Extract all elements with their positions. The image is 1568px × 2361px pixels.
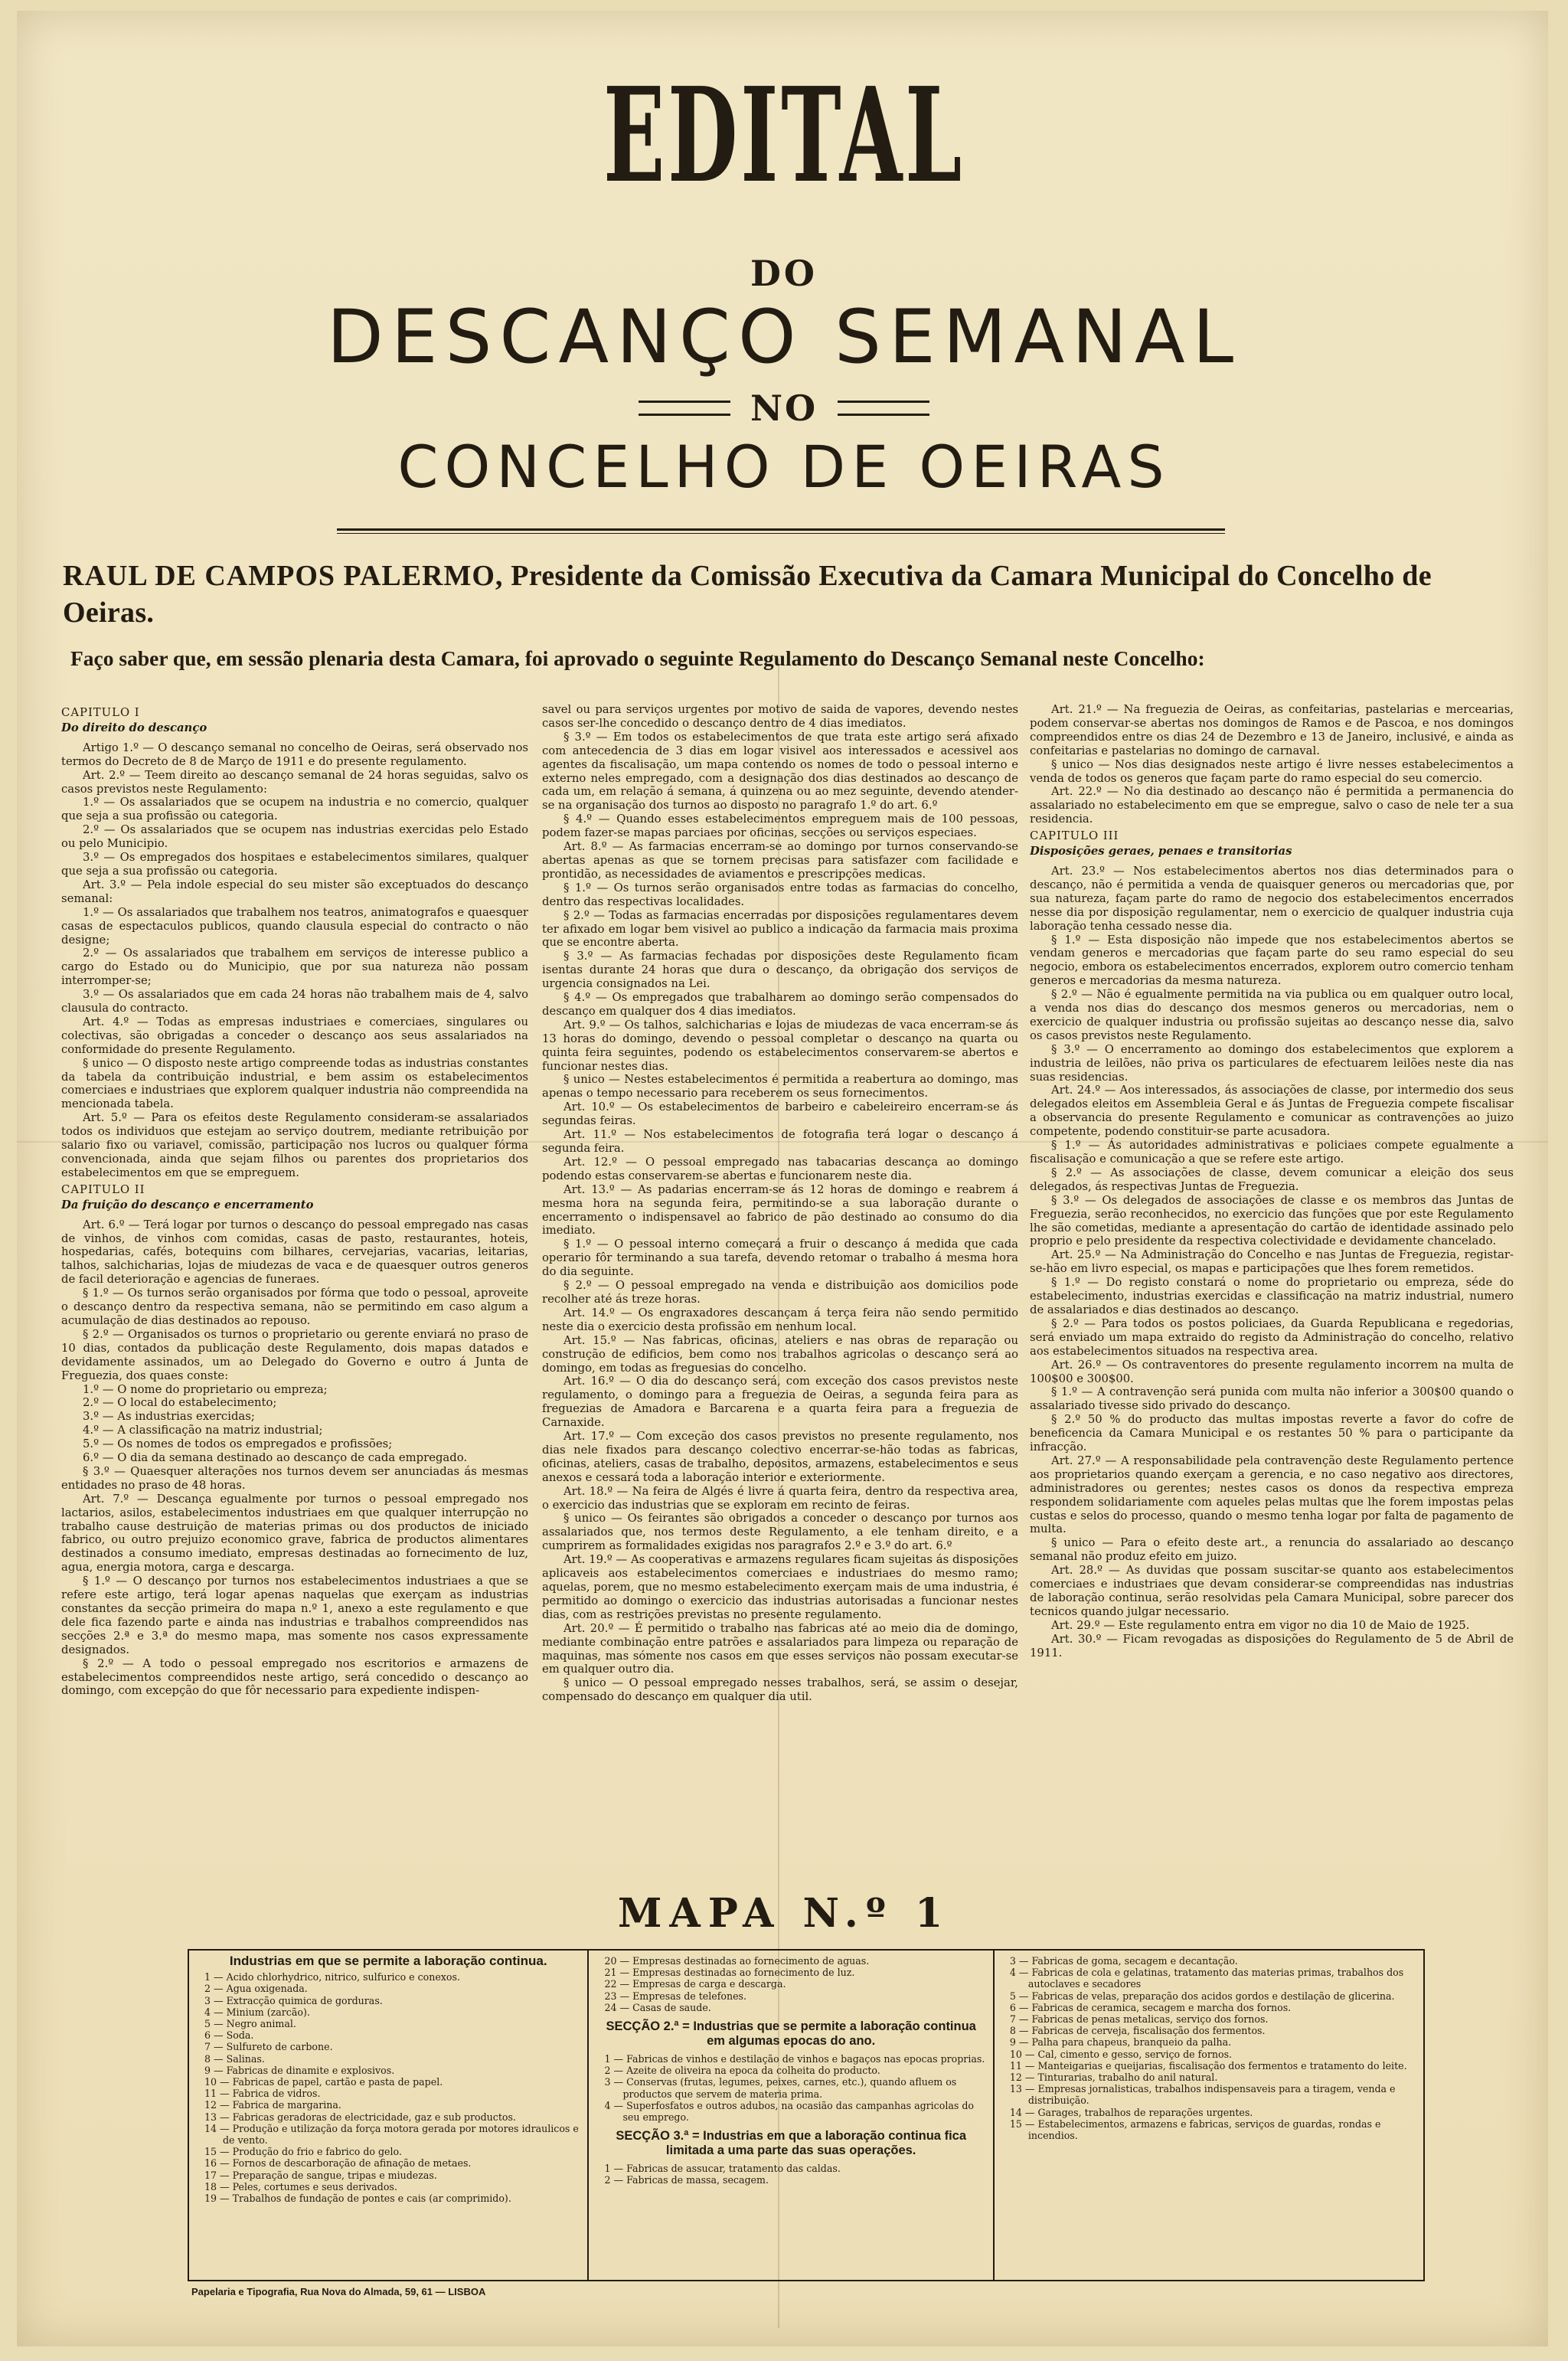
- regulation-paragraph: 6.º — O dia da semana destinado ao descanço de cada empregado.: [83, 1451, 468, 1465]
- mapa-item: 11 — Fabrica de vidros.: [204, 2088, 321, 2100]
- regulation-paragraph: § 1.º — O pessoal interno começará a fruir o descanço á medida que cada operario fôr terminando a sua tarefa, devendo retomar o trabalho á mesma hora do dia seguinte.: [542, 1238, 1018, 1279]
- regulation-paragraph: § 2.º — As associações de classe, devem comunicar a eleição dos seus delegados, ás respectivas Juntas de Freguezia.: [1030, 1166, 1514, 1193]
- regulation-paragraph: Art. 4.º — Todas as empresas industriaes e comerciaes, singulares ou colectivas, são obrigadas a conceder o descanço aos seus assalariados na conformidade do presente Regulamento.: [61, 1015, 528, 1056]
- regulation-paragraph: § 3.º — Os delegados de associações de classe e os membros das Juntas de Freguezia, serão reconhecidos, no exercicio das funções que por este Regulamento lhe são cometidas, mediante a apresentação do cartão de identidade assinado pelo proprio e pelo presidente da respectiva colectividade e devidamente chancelado.: [1030, 1193, 1514, 1248]
- mapa-item: 8 — Fabricas de cerveja, fiscalisação dos fermentos.: [1009, 2025, 1266, 2037]
- mapa-item: 1 — Acido chlorhydrico, nitrico, sulfurico e conexos.: [204, 1971, 460, 1983]
- regulation-paragraph: 3.º — As industrias exercidas;: [83, 1410, 255, 1424]
- mapa-item: 10 — Cal, cimento e gesso, serviço de fornos.: [1009, 2048, 1233, 2060]
- mapa-section-3-heading: SECÇÃO 3.ª = Industrias em que a laboração continua fica limitada a uma parte das suas operações.: [616, 2129, 967, 2158]
- mapa-item: 24 — Casas de saude.: [604, 2001, 711, 2013]
- regulation-paragraph: 4.º — A classificação na matriz industrial;: [83, 1424, 323, 1437]
- mapa-section-1-heading: Industrias em que se permite a laboração continua.: [229, 1954, 547, 1968]
- regulation-paragraph: § unico — O pessoal empregado nesses trabalhos, será, se assim o desejar, compensado do descanço em qualquer dia util.: [542, 1676, 1018, 1704]
- mapa-item: 12 — Tinturarias, trabalho do anil natural.: [1009, 2072, 1218, 2084]
- regulation-paragraph: § 2.º — Não é egualmente permitida na via publica ou em qualquer outro local, a venda nos dias do descanço dos mesmos generos ou mercadorias, nem o exercicio de qualquer industria ou profissão sujeitas ao descanço nesse dia, salvo os casos previstos neste Regulamento.: [1030, 988, 1514, 1042]
- regulation-paragraph: Art. 12.º — O pessoal empregado nas tabacarias descança ao domingo podendo estas conservarem-se abertas e funcionarem neste dia.: [542, 1155, 1018, 1182]
- mapa-column-2: [587, 1951, 992, 2280]
- mapa-item: 2 — Agua oxigenada.: [204, 1983, 308, 1995]
- chapter-subtitle: Da fruição do descanço e encerramento: [61, 1198, 314, 1212]
- regulation-paragraph: Art. 20.º — É permitido o trabalho nas fabricas até ao meio dia de domingo, mediante combinação entre patrões e assalariados para limpeza ou reparação de maquinas, mas sómente nos casos em que esses serviços não possam executar-se em qualquer outro dia.: [542, 1621, 1018, 1676]
- mapa-item: 9 — Fabricas de dinamite e explosivos.: [204, 2064, 395, 2076]
- mapa-item: 21 — Empresas destinadas ao fornecimento de luz.: [604, 1967, 855, 1979]
- title-no-row: [0, 388, 1568, 430]
- intro-president: [63, 558, 1517, 631]
- title-do: DO: [750, 253, 818, 294]
- regulation-paragraph: § 1.º — Esta disposição não impede que nos estabelecimentos abertos se vendam generos e mercadorias que façam parte do seu ramo especial do seu negocio, embora os estabelecimentos encerrados, explorem outro comercio tenham generos e mercadorias da mesma natureza.: [1030, 933, 1514, 988]
- regulation-paragraph: Art. 13.º — As padarias encerram-se ás 12 horas de domingo e reabrem á mesma hora na segunda feira, permitindo-se a sua laboração durante o encerramento o indispensavel ao fabrico de pão destinado ao consumo do dia imediato.: [542, 1182, 1018, 1238]
- regulation-paragraph: § 1.º — Os turnos serão organisados por fórma que todo o pessoal, aproveite o descanço dentro da respectiva semana, não se permitindo em caso algum a acumulação de dias destinados ao repouso.: [61, 1287, 528, 1327]
- regulation-paragraph: § 2.º 50 % do producto das multas impostas reverte a favor do cofre de beneficencia da Camara Municipal e os restantes 50 % para o participante da infracção.: [1030, 1413, 1514, 1454]
- regulation-paragraph: savel ou para serviços urgentes por motivo de saida de vapores, devendo nestes casos ser-lhe concedido o descanço dentro de 4 dias imediatos.: [542, 703, 1018, 730]
- regulation-paragraph: Art. 15.º — Nas fabricas, oficinas, ateliers e nas obras de reparação ou construção de edificios, bem como nos trabalhos agricolas o descanço será ao domingo, em todas as freguesias do concelho.: [542, 1333, 1018, 1375]
- regulation-paragraph: § 2.º — Todas as farmacias encerradas por disposições regulamentares devem ter afixado em logar bem visivel ao publico a indicação da farmacia mais proxima que se encontre aberta.: [542, 908, 1018, 950]
- regulation-paragraph: § unico — Os feirantes são obrigados a conceder o descanço por turnos aos assalariados que, nos termos deste Regulamento, a ele tenham direito, e a cumprirem as formalidades exigidas nos paragrafos 2.º e 3.º do art. 6.º: [542, 1512, 1018, 1553]
- regulation-paragraph: Art. 22.º — No dia destinado ao descanço não é permitida a permanencia do assalariado no estabelecimento em que se empregue, salvo o caso de nele ter a sua residencia.: [1030, 785, 1514, 826]
- regulation-paragraph: § 2.º — O pessoal empregado na venda e distribuição aos domicilios pode recolher até ás treze horas.: [542, 1279, 1018, 1306]
- regulation-paragraph: Art. 6.º — Terá logar por turnos o descanço do pessoal empregado nas casas de vinhos, de vinhos com comidas, casas de pasto, restaurantes, hoteis, hospedarias, cafés, botequins com bilhares, cervejarias, vacarias, leitarias, talhos, salchicharias, lojas de miudezas de vaca e de quaesquer outros generos de facil deterioração e agencias de funeraes.: [61, 1218, 528, 1287]
- mapa-item: 2 — Azeite de oliveira na epoca da colheita do producto.: [604, 2065, 880, 2077]
- chapter-subtitle: Disposições geraes, penaes e transitorias: [1030, 845, 1292, 858]
- regulation-column-2: [542, 703, 1018, 1886]
- regulation-paragraph: Art. 11.º — Nos estabelecimentos de fotografia terá logar o descanço á segunda feira.: [542, 1128, 1018, 1155]
- president-role: Presidente da Comissão Executiva da Camara Municipal do Concelho de Oeiras.: [63, 560, 1432, 629]
- title-divider: [337, 528, 1225, 534]
- mapa-item: 4 — Superfosfatos e outros adubos, na ocasião das campanhas agricolas do seu emprego.: [604, 2099, 974, 2124]
- regulation-paragraph: § 4.º — Quando esses estabelecimentos empreguem mais de 100 pessoas, podem fazer-se mapas parciaes por oficinas, secções ou serviços especiaes.: [542, 813, 1018, 840]
- mapa-item: 20 — Empresas destinadas ao fornecimento de aguas.: [604, 1955, 870, 1967]
- regulation-paragraph: 1.º — O nome do proprietario ou empreza;: [83, 1382, 328, 1396]
- mapa-item: 15 — Produção do frio e fabrico do gelo.: [204, 2146, 402, 2158]
- mapa-list-section-1-cont: [596, 1955, 985, 2013]
- regulation-paragraph: § 3.º — As farmacias fechadas por disposições deste Regulamento ficam isentas durante 24 horas que dura o descanço, da obrigação dos serviços de urgencia consignados na Lei.: [542, 950, 1018, 991]
- mapa-item: 12 — Fabrica de margarina.: [204, 2099, 341, 2111]
- mapa-item: 18 — Peles, cortumes e seus derivados.: [204, 2180, 397, 2193]
- regulation-paragraph: § 1.º — Do registo constará o nome do proprietario ou empreza, séde do estabelecimento, industrias exercidas e classificação na matriz industrial, numero de assalariados e dias destinados ao descanço.: [1030, 1276, 1514, 1316]
- president-name: RAUL DE CAMPOS PALERMO,: [63, 560, 504, 592]
- ornament-rule-left: [639, 401, 730, 416]
- regulation-paragraph: Artigo 1.º — O descanço semanal no concelho de Oeiras, será observado nos termos do Decreto de 8 de Março de 1911 e do presente regulamento.: [61, 741, 528, 768]
- regulation-paragraph: 2.º — Os assalariados que trabalhem em serviços de interesse publico a cargo do Estado ou do Municipio, que por sua natureza não possam interromper-se;: [61, 947, 528, 988]
- regulation-paragraph: 3.º — Os empregados dos hospitaes e estabelecimentos similares, qualquer que seja a sua profissão ou categoria.: [61, 851, 528, 878]
- mapa-item: 1 — Fabricas de vinhos e destilação de vinhos e bagaços nas epocas proprias.: [604, 2053, 985, 2065]
- mapa-item: 10 — Fabricas de papel, cartão e pasta de papel.: [204, 2076, 443, 2088]
- mapa-item: 11 — Manteigarias e queijarias, fiscalisação dos fermentos e tratamento do leite.: [1009, 2059, 1407, 2072]
- regulation-paragraph: 1.º — Os assalariados que trabalhem nos teatros, animatografos e quaesquer casas de espectaculos publicos, quando clausula especial do contracto o não designe;: [61, 905, 528, 947]
- mapa-item: 3 — Extracção quimica de gorduras.: [204, 1994, 383, 2006]
- mapa-title: MAPA N.º 1: [617, 1890, 951, 1937]
- mapa-item: 19 — Trabalhos de fundação de pontes e cais (ar comprimido).: [204, 2193, 511, 2205]
- regulation-paragraph: § unico — Nos dias designados neste artigo é livre nesses estabelecimentos a venda de todos os generos que façam parte do ramo especial do seu comercio.: [1030, 757, 1514, 785]
- mapa-item: 13 — Fabricas geradoras de electricidade, gaz e sub productos.: [204, 2111, 516, 2123]
- mapa-section-2-heading: SECÇÃO 2.ª = Industrias que se permite a laboração continua em algumas epocas do ano.: [606, 2019, 976, 2049]
- regulation-paragraph: § 1.º — Os turnos serão organisados entre todas as farmacias do concelho, dentro das respectivas localidades.: [542, 881, 1018, 908]
- regulation-paragraph: Art. 28.º — As duvidas que possam suscitar-se quanto aos estabelecimentos comerciaes e industriaes que devam considerar-se compreendidas nas industrias de laboração continua, serão resolvidas pela Camara Municipal, sobre parecer dos tecnicos quando julgar necessario.: [1030, 1564, 1514, 1618]
- regulation-paragraph: § 4.º — Os empregados que trabalharem ao domingo serão compensados do descanço em qualquer dos 4 dias imediatos.: [542, 991, 1018, 1018]
- mapa-item: 16 — Fornos de descarboração de afinação de metaes.: [204, 2157, 472, 2170]
- regulation-paragraph: § 1.º — A contravenção será punida com multa não inferior a 300$00 quando o assalariado tivesse sido privado do descanço.: [1030, 1385, 1514, 1413]
- mapa-item: 8 — Salinas.: [204, 2052, 265, 2065]
- mapa-list-section-3: [596, 2163, 985, 2186]
- mapa-item: 3 — Fabricas de goma, secagem e decantação.: [1009, 1955, 1238, 1967]
- mapa-list-section-2: [596, 2053, 985, 2123]
- mapa-column-1: [189, 1951, 587, 2280]
- mapa-item: 6 — Fabricas de ceramica, secagem e marcha dos fornos.: [1009, 2001, 1292, 2013]
- mapa-item: 13 — Empresas jornalisticas, trabalhos indispensaveis para a tiragem, venda e distribuição.: [1009, 2083, 1396, 2107]
- regulation-paragraph: Art. 9.º — Os talhos, salchicharias e lojas de miudezas de vaca encerram-se ás 13 horas do domingo, devendo o pessoal completar o descanço na quarta ou quinta feira seguintes, podendo os estabelecimentos conservarem-se abertos e funcionar nestes dias.: [542, 1018, 1018, 1073]
- regulation-paragraph: Art. 25.º — Na Administração do Concelho e nas Juntas de Freguezia, registar-se-hão em livro especial, os mapas e participações que lhes forem remetidos.: [1030, 1248, 1514, 1276]
- mapa-list-section-1: [197, 1971, 580, 2204]
- regulation-paragraph: § 2.º — A todo o pessoal empregado nos escritorios e armazens de estabelecimentos compreendidos neste artigo, será concedido o descanço ao domingo, com excepção do que fôr necessario para expediente indispen-: [61, 1656, 528, 1698]
- title-descanco-semanal: DESCANÇO SEMANAL: [326, 294, 1242, 380]
- mapa-item: 5 — Negro animal.: [204, 2018, 296, 2030]
- mapa-item: 7 — Fabricas de penas metalicas, serviço dos fornos.: [1009, 2013, 1269, 2026]
- mapa-table: [188, 1949, 1425, 2281]
- regulation-paragraph: Art. 27.º — A responsabilidade pela contravenção deste Regulamento pertence aos proprietarios quando exerçam a gerencia, e no caso negativo aos directores, administradores ou gerentes; nestes casos os donos da respectiva empreza respondem solidariamente com aqueles pelas multas que lhe forem impostas pelas custas e selos do processo, quando o mesmo tenha logar por falta de pagamento de multa.: [1030, 1454, 1514, 1536]
- regulation-column-3: [1030, 703, 1514, 1886]
- regulation-paragraph: Art. 8.º — As farmacias encerram-se ao domingo por turnos conservando-se abertas apenas as que se tornem precisas para satisfazer com facilidade e prontidão, as necessidades de aviamentos e prescripções medicas.: [542, 840, 1018, 881]
- mapa-column-3: [993, 1951, 1423, 2280]
- intro-announcement: Faço saber que, em sessão plenaria desta Camara, foi aprovado o seguinte Regulamento do Descanço Semanal neste Concelho:: [70, 646, 1205, 670]
- regulation-paragraph: § unico — Nestes estabelecimentos é permitida a reabertura ao domingo, mas apenas o tempo necessario para receberem os seus fornecimentos.: [542, 1073, 1018, 1100]
- regulation-paragraph: § unico — O disposto neste artigo compreende todas as industrias constantes da tabela da contribuição industrial, e bem assim os estabelecimentos comerciaes e industriaes que explorem qualquer industria não compreendida na mencionada tabela.: [61, 1056, 528, 1111]
- regulation-paragraph: § 3.º — O encerramento ao domingo dos estabelecimentos que explorem a industria de leilões, não priva os particulares de efectuarem leilões neste dia nas suas residencias.: [1030, 1042, 1514, 1084]
- chapter-heading: CAPITULO III: [1030, 829, 1119, 843]
- title-edital: EDITAL: [603, 59, 965, 212]
- mapa-item: 4 — Fabricas de cola e gelatinas, tratamento das materias primas, trabalhos dos autoclaves e secadores: [1009, 1967, 1404, 1990]
- regulation-paragraph: 2.º — Os assalariados que se ocupem nas industrias exercidas pelo Estado ou pelo Municipio.: [61, 823, 528, 851]
- mapa-item: 9 — Palha para chapeus, branqueio da palha.: [1009, 2036, 1232, 2049]
- regulation-paragraph: Art. 30.º — Ficam revogadas as disposições do Regulamento de 5 de Abril de 1911.: [1030, 1632, 1514, 1660]
- regulation-paragraph: Art. 7.º — Descança egualmente por turnos o pessoal empregado nos lactarios, asilos, estabelecimentos industriaes em que qualquer interrupção no trabalho cause destruição de materias primas ou dos productos de iniciado fabrico, ou outro prejuizo economico grave, fabrica de productos alimentares destinados a consumo imediato, empresas destinadas ao fornecimento de luz, agua, energia motora, carga e descarga.: [61, 1492, 528, 1575]
- regulation-paragraph: Art. 3.º — Pela indole especial do seu mister são exceptuados do descanço semanal:: [61, 878, 528, 905]
- regulation-paragraph: Art. 5.º — Para os efeitos deste Regulamento consideram-se assalariados todos os individuos que estejam ao serviço doutrem, mediante retribuição por salario fixo ou variavel, comissão, participação nos lucros ou qualquer fórma convencionada, ainda que sejam filhos ou parentes dos proprietarios dos estabelecimentos em que se empreguem.: [61, 1111, 528, 1179]
- regulation-paragraph: Art. 19.º — As cooperativas e armazens regulares ficam sujeitas ás disposições aplicaveis aos estabelecimentos comerciaes e industriaes do mesmo ramo; aquelas, porem, que no mesmo estabelecimento exerçam mais de uma industria, é permitido ao domingo o exercicio das industrias autorisadas a funcionar nestes dias, com as restrições previstas no presente regulamento.: [542, 1553, 1018, 1621]
- regulation-paragraph: Art. 14.º — Os engraxadores descançam á terça feira não sendo permitido neste dia o exercicio desta profissão em nenhum local.: [542, 1306, 1018, 1333]
- regulation-paragraph: Art. 24.º — Aos interessados, ás associações de classe, por intermedio dos seus delegados eleitos em Assembleia Geral e ás Juntas de Freguezia compete fiscalisar a observancia do presente Regulamento e comunicar as contravenções ao juizo competente, podendo constituir-se parte acusadora.: [1030, 1084, 1514, 1139]
- mapa-list-section-3-cont: [1002, 1955, 1416, 2141]
- title-concelho: CONCELHO DE OEIRAS: [397, 433, 1171, 501]
- regulation-paragraph: § unico — Para o efeito deste art., a renuncia do assalariado ao descanço semanal não produz efeito em juizo.: [1030, 1536, 1514, 1564]
- regulation-paragraph: 2.º — O local do estabelecimento;: [83, 1396, 277, 1410]
- mapa-item: 22 — Empresas de carga e descarga.: [604, 1978, 786, 1990]
- regulation-paragraph: § 3.º — Quaesquer alterações nos turnos devem ser anunciadas ás mesmas entidades no praso de 48 horas.: [61, 1464, 528, 1492]
- mapa-item: 1 — Fabricas de assucar, tratamento das caldas.: [604, 2163, 841, 2175]
- mapa-item: 6 — Soda.: [204, 2029, 254, 2042]
- mapa-item: 4 — Minium (zarcão).: [204, 2006, 310, 2018]
- regulation-paragraph: Art. 23.º — Nos estabelecimentos abertos nos dias determinados para o descanço, não é permitida a venda de quaisquer generos ou mercadorias que, por sua natureza, façam parte do ramo de negocio dos estabelecimentos encerrados nesse dia por disposição regulamentar, nem o exercicio de qualquer industria cuja laboração tenha cessado nesse dia.: [1030, 864, 1514, 933]
- regulation-paragraph: 1.º — Os assalariados que se ocupem na industria e no comercio, qualquer que seja a sua profissão ou categoria.: [61, 796, 528, 823]
- mapa-item: 23 — Empresas de telefones.: [604, 1990, 746, 2002]
- regulation-paragraph: Art. 26.º — Os contraventores do presente regulamento incorrem na multa de 100$00 e 300$00.: [1030, 1358, 1514, 1385]
- mapa-item: 14 — Garages, trabalhos de reparações urgentes.: [1009, 2106, 1253, 2118]
- printer-imprint: Papelaria e Tipografia, Rua Nova do Almada, 59, 61 — LISBOA: [191, 2286, 486, 2297]
- chapter-heading: CAPITULO II: [61, 1182, 145, 1196]
- regulation-paragraph: § 1.º — O descanço por turnos nos estabelecimentos industriaes a que se refere este artigo, terá logar apenas naquelas que exerçam as industrias constantes da secção primeira do mapa n.º 1, anexo a este regulamento e que dele fica fazendo parte e ainda nas industrias e trabalhos compreendidos nas secções 2.ª e 3.ª do mesmo mapa, mas somente nos casos expressamente designados.: [61, 1575, 528, 1656]
- ornament-rule-right: [838, 401, 929, 416]
- regulation-paragraph: Art. 10.º — Os estabelecimentos de barbeiro e cabeleireiro encerram-se ás segundas feiras.: [542, 1100, 1018, 1128]
- regulation-paragraph: 3.º — Os assalariados que em cada 24 horas não trabalhem mais de 4, salvo clausula do contracto.: [61, 988, 528, 1015]
- regulation-paragraph: Art. 29.º — Este regulamento entra em vigor no dia 10 de Maio de 1925.: [1051, 1618, 1470, 1632]
- regulation-paragraph: § 2.º — Organisados os turnos o proprietario ou gerente enviará no praso de 10 dias, contados da publicação deste Regulamento, dois mapas datados e devidamente assinados, um ao Delegado do Governo e outro á Junta de Freguezia, dos quaes conste:: [61, 1327, 528, 1382]
- mapa-item: 5 — Fabricas de velas, preparação dos acidos gordos e destilação de glicerina.: [1009, 1990, 1395, 2002]
- chapter-subtitle: Do direito do descanço: [61, 721, 207, 734]
- mapa-item: 17 — Preparação de sangue, tripas e miudezas.: [204, 2169, 437, 2181]
- regulation-column-1: [61, 703, 528, 1886]
- regulation-paragraph: Art. 16.º — O dia do descanço será, com exceção dos casos previstos neste regulamento, o domingo para a freguezia de Oeiras, a segunda feira para as freguezias de Amadora e Barcarena e a quarta feira para a freguezia de Carnaxide.: [542, 1375, 1018, 1430]
- regulation-paragraph: 5.º — Os nomes de todos os empregados e profissões;: [83, 1437, 393, 1451]
- regulation-paragraph: § 1.º — Ás autoridades administrativas e policiaes compete egualmente a fiscalisação e comunicação a que se refere este artigo.: [1030, 1139, 1514, 1166]
- regulation-paragraph: Art. 21.º — Na freguezia de Oeiras, as confeitarias, pastelarias e mercearias, podem conservar-se abertas nos domingos de Ramos e de Pascoa, e nos domingos compreendidos entre os dias 24 de Dezembro e 13 de Janeiro, inclusivé, e ainda as confeitarias e pastelarias no domingo de carnaval.: [1030, 703, 1514, 757]
- mapa-item: 14 — Produção e utilização da força motora gerada por motores idraulicos e de vento.: [204, 2122, 579, 2147]
- regulation-paragraph: § 3.º — Em todos os estabelecimentos de que trata este artigo será afixado com antecedencia de 3 dias em logar visivel aos interessados e acessivel aos agentes da fiscalisação, um mapa contendo os nomes de todo o pessoal interno e externo neles empregado, com a designação dos dias destinados ao descanço de cada um, em relação á semana, á quinzena ou ao mez seguinte, devendo atender-se na organisação dos turnos ao disposto no paragrafo 1.º do art. 6.º: [542, 730, 1018, 813]
- mapa-item: 7 — Sulfureto de carbone.: [204, 2041, 333, 2053]
- regulation-paragraph: Art. 2.º — Teem direito ao descanço semanal de 24 horas seguidas, salvo os casos previstos neste Regulamento:: [61, 768, 528, 796]
- regulation-paragraph: § 2.º — Para todos os postos policiaes, da Guarda Republicana e regedorias, será enviado um mapa extraido do registo da Administração do concelho, relativo aos estabelecimentos situados na respectiva area.: [1030, 1316, 1514, 1358]
- chapter-heading: CAPITULO I: [61, 706, 140, 719]
- regulation-paragraph: Art. 17.º — Com exceção dos casos previstos no presente regulamento, nos dias nele fixados para descanço colectivo encerrar-se-hão todas as fabricas, oficinas, ateliers, casas de trabalho, depositos, armazens, estabelecimentos e seus anexos e cessará toda a laboração interior e exteriormente.: [542, 1430, 1018, 1484]
- regulation-paragraph: Art. 18.º — Na feira de Algés é livre á quarta feira, dentro da respectiva area, o exercicio das industrias que se exploram em recinto de feiras.: [542, 1484, 1018, 1512]
- title-no: NO: [750, 388, 818, 429]
- mapa-item: 2 — Fabricas de massa, secagem.: [604, 2174, 769, 2186]
- mapa-item: 15 — Estabelecimentos, armazens e fabricas, serviços de guardas, rondas e incendios.: [1009, 2117, 1381, 2142]
- mapa-item: 3 — Conservas (frutas, legumes, peixes, carnes, etc.), quando afluem os productos que servem de materia prima.: [604, 2076, 957, 2100]
